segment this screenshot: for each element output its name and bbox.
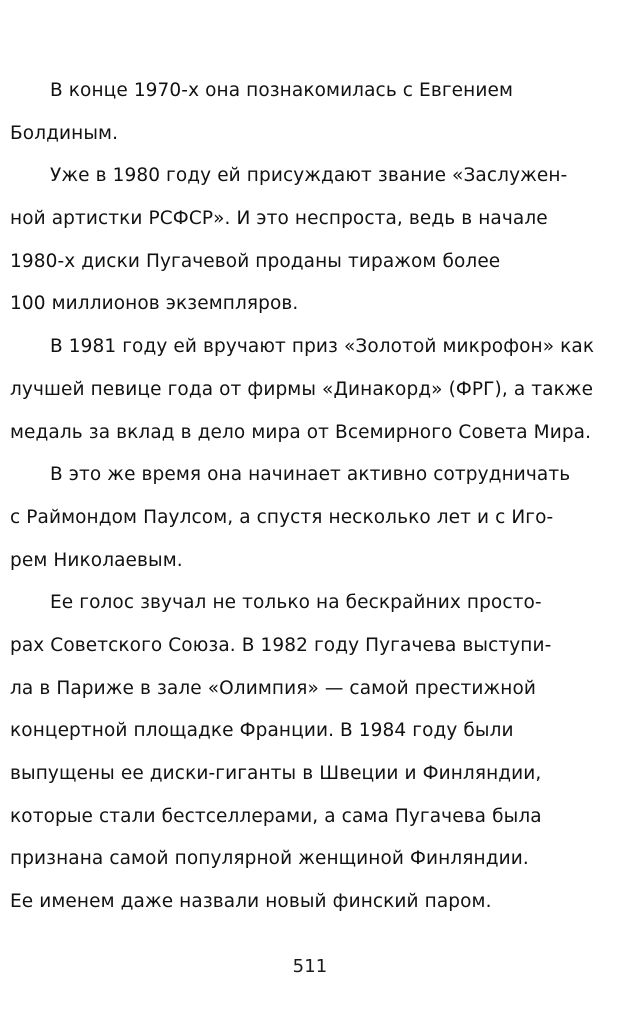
text-line: с Раймондом Паулсом, а спустя несколько лет и с Иго- bbox=[10, 506, 554, 528]
text-line: Ее голос звучал не только на бескрайних просто- bbox=[50, 592, 542, 614]
text-line: 100 миллионов экземпляров. bbox=[10, 293, 299, 315]
text-line: выпущены ее диски-гиганты в Швеции и Финляндии, bbox=[10, 763, 542, 784]
text-line: Ее именем даже назвали новый финский паром. bbox=[10, 891, 492, 913]
text-line: рем Николаевым. bbox=[10, 549, 183, 571]
text-line: признана самой популярной женщиной Финляндии. bbox=[10, 848, 529, 870]
text-line: лучшей певице года от фирмы «Динакорд» (ФРГ), а также bbox=[10, 378, 594, 400]
text-line: медаль за вклад в дело мира от Всемирного Совета Мира. bbox=[10, 421, 592, 443]
text-line: концертной площадке Франции. В 1984 году были bbox=[10, 720, 514, 742]
text-line: Уже в 1980 году ей присуждают звание «Заслужен- bbox=[50, 165, 568, 187]
body-text bbox=[10, 70, 608, 924]
text-line: В конце 1970-х она познакомилась с Евгением bbox=[50, 80, 514, 101]
text-line: рах Советского Союза. В 1982 году Пугачева выступи- bbox=[10, 634, 552, 656]
page-number: 511 bbox=[292, 956, 328, 977]
text-line: ла в Париже в зале «Олимпия» — самой престижной bbox=[10, 677, 537, 699]
text-line: Болдиным. bbox=[10, 122, 119, 144]
text-line: которые стали бестселлерами, а сама Пугачева была bbox=[10, 805, 542, 827]
text-line: В 1981 году ей вручают приз «Золотой микрофон» как bbox=[50, 336, 595, 358]
text-line: В это же время она начинает активно сотрудничать bbox=[50, 464, 571, 486]
text-line: 1980-х диски Пугачевой проданы тиражом более bbox=[10, 250, 501, 272]
text-line: ной артистки РСФСР». И это неспроста, ведь в начале bbox=[10, 208, 548, 230]
